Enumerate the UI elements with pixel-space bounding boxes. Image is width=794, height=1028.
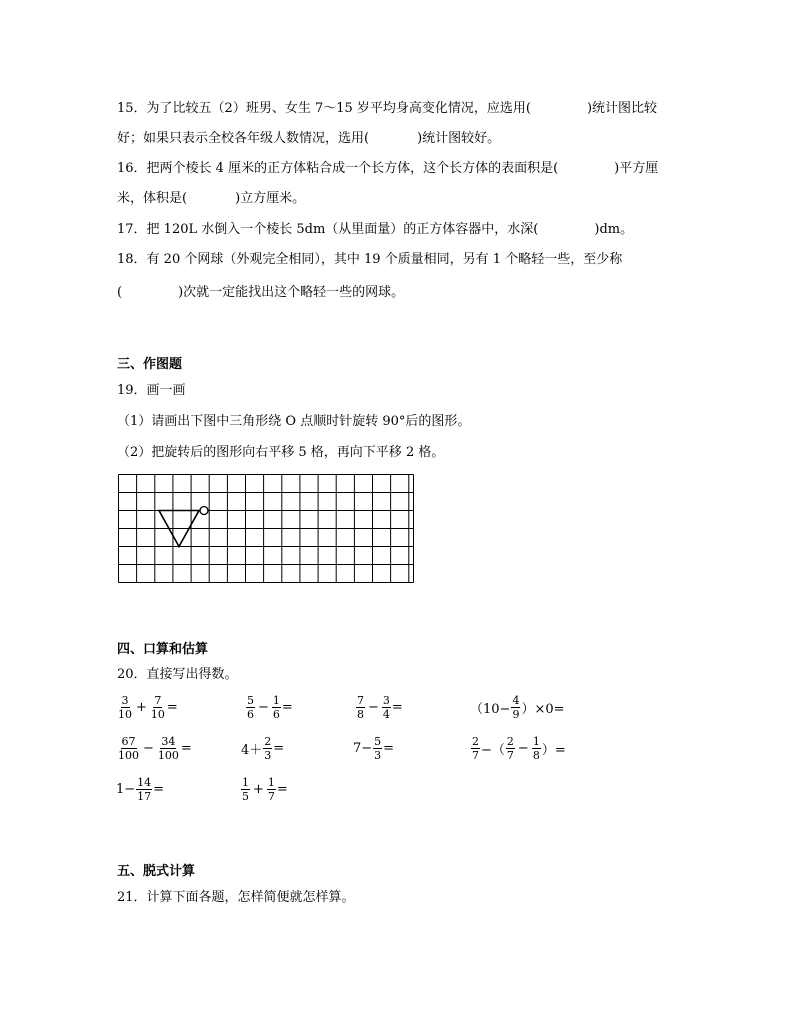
fraction: $\frac{1}{5}$ bbox=[242, 776, 249, 803]
fraction: $\frac{1}{7}$ bbox=[267, 776, 275, 803]
grid-lines bbox=[119, 475, 414, 583]
fraction: $\frac{3}{4}$ bbox=[382, 694, 390, 721]
q15-line1: 15．为了比较五（2）班男、女生 7～15 岁平均身高变化情况，应选用( )统计图比较 bbox=[117, 101, 658, 116]
fraction: $\frac{67}{100}$ bbox=[118, 735, 139, 762]
expr-7: 7− $\frac{5}{3}$ = bbox=[353, 735, 395, 762]
q16-line2: 米，体积是( )立方厘米。 bbox=[117, 191, 306, 206]
fraction: $\frac{1}{6}$ bbox=[272, 694, 280, 721]
q18-line1: 18．有 20 个网球（外观完全相同），其中 19 个质量相同，另有 1 个略轻一些，至少称 bbox=[117, 252, 623, 267]
fraction: $\frac{5}{6}$ bbox=[247, 694, 254, 721]
q15-line2: 好；如果只表示全校各年级人数情况，选用( )统计图较好。 bbox=[117, 131, 501, 146]
fraction: $\frac{5}{3}$ bbox=[374, 735, 382, 762]
fraction: $\frac{2}{7}$ bbox=[506, 735, 514, 762]
expr-10: $\frac{1}{5}$ + $\frac{1}{7}$ = bbox=[242, 776, 288, 803]
fraction: $\frac{3}{10}$ bbox=[118, 694, 132, 721]
fraction: $\frac{14}{17}$ bbox=[137, 776, 152, 803]
q21-title: 21．计算下面各题，怎样简便就怎样算。 bbox=[117, 890, 355, 905]
expr-6: 4＋ $\frac{2}{3}$ = bbox=[241, 735, 285, 762]
expr-3: $\frac{7}{8}$ − $\frac{3}{4}$ = bbox=[357, 694, 403, 721]
fraction: $\frac{7}{8}$ bbox=[357, 694, 364, 721]
fraction: $\frac{34}{100}$ bbox=[157, 735, 179, 762]
expr-5: $\frac{67}{100}$ − $\frac{34}{100}$ = bbox=[118, 735, 192, 762]
fraction: $\frac{2}{3}$ bbox=[264, 735, 272, 762]
q18-line2: ( )次就一定能找出这个略轻一些的网球。 bbox=[117, 285, 405, 300]
expr-8: $\frac{2}{7}$ −（ $\frac{2}{7}$ − $\frac{1}{8}$ ）= bbox=[472, 735, 566, 762]
grid-figure[interactable] bbox=[118, 474, 418, 584]
rotation-point-o bbox=[200, 507, 208, 515]
q19-part2: （2）把旋转后的图形向右平移 5 格，再向下平移 2 格。 bbox=[117, 445, 445, 460]
expr-4: （10− $\frac{4}{9}$ ）×0= bbox=[470, 694, 565, 721]
expr-9: 1− $\frac{14}{17}$ = bbox=[116, 776, 165, 803]
q16-line1: 16．把两个棱长 4 厘米的正方体粘合成一个长方体，这个长方体的表面积是( )平方厘 bbox=[117, 161, 659, 176]
fraction: $\frac{7}{10}$ bbox=[150, 694, 165, 721]
section-title: 五、脱式计算 bbox=[117, 864, 196, 879]
q17-line: 17．把 120L 水倒入一个棱长 5dm（从里面量）的正方体容器中，水深( )dm。 bbox=[117, 222, 634, 237]
q19-part1: （1）请画出下图中三角形绕 O 点顺时针旋转 90°后的图形。 bbox=[117, 414, 471, 429]
section-title: 四、口算和估算 bbox=[117, 642, 209, 657]
section-title: 三、作图题 bbox=[117, 357, 183, 372]
fraction: $\frac{4}{9}$ bbox=[512, 694, 520, 721]
q19-title: 19．画一画 bbox=[117, 383, 186, 398]
fraction: $\frac{1}{8}$ bbox=[532, 735, 540, 762]
expr-2: $\frac{5}{6}$ − $\frac{1}{6}$ = bbox=[247, 694, 293, 721]
expr-1: $\frac{3}{10}$ + $\frac{7}{10}$ = bbox=[118, 694, 178, 721]
q20-title: 20．直接写出得数。 bbox=[117, 667, 238, 682]
fraction: $\frac{2}{7}$ bbox=[472, 735, 479, 762]
